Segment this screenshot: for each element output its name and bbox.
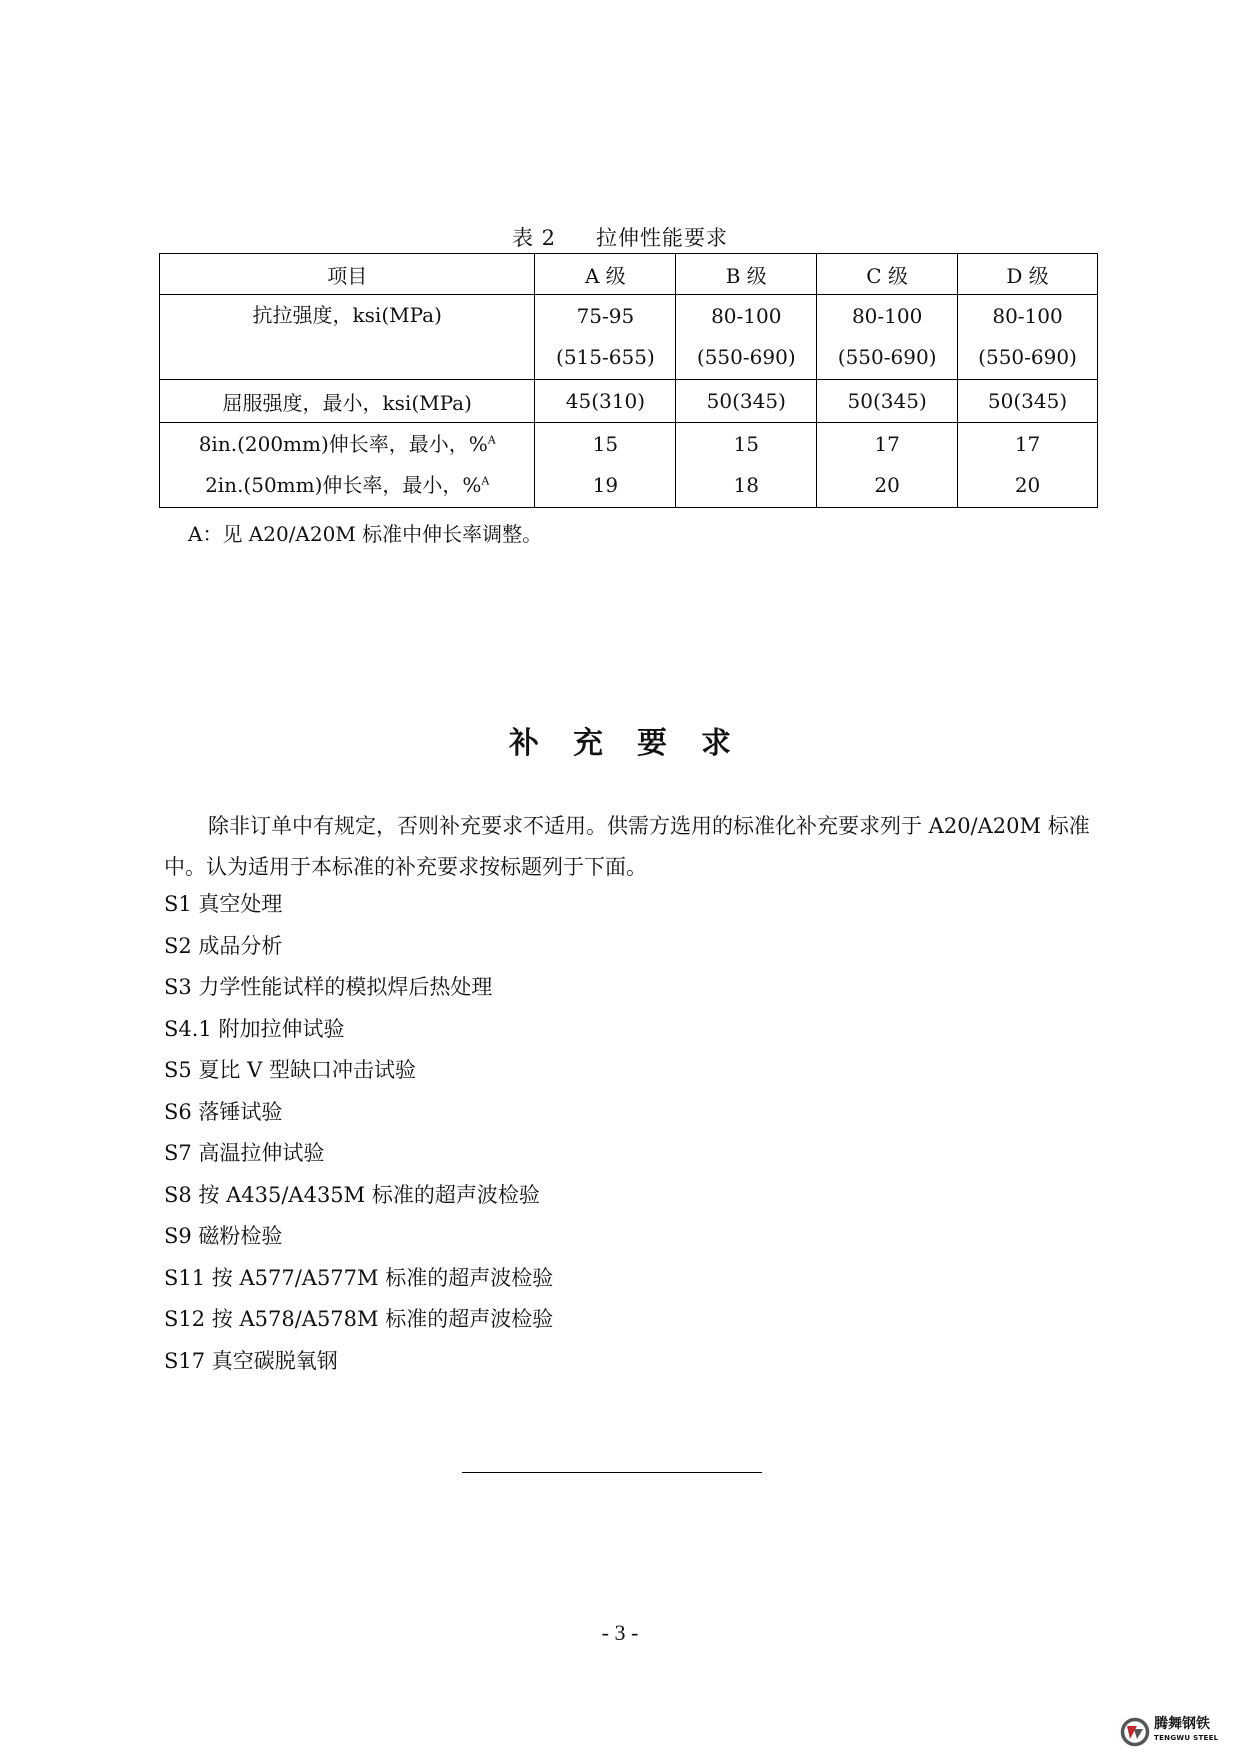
elongation-200-label: 8in.(200mm)伸长率，最小，%$^A$ (198, 432, 496, 456)
list-item: S12 按 A578/A578M 标准的超声波检验 (164, 1307, 554, 1331)
tensile-cell-d (958, 295, 1098, 380)
elongation-cell-b (676, 423, 817, 508)
section-heading: 补充要求 (509, 726, 765, 761)
table-header-row (160, 254, 1098, 295)
tensile-ksi: 80-100 (711, 304, 782, 328)
table-row-tensile-strength (160, 295, 1098, 380)
tensile-requirements-table (159, 253, 1098, 508)
yield-cell-c: 50(345) (817, 380, 958, 423)
elongation-cell-d (958, 423, 1098, 508)
elongation-50-label: 2in.(50mm)伸长率，最小，%$^A$ (205, 473, 490, 497)
list-item: S6 落锤试验 (164, 1099, 283, 1124)
yield-cell-a: 45(310) (535, 380, 676, 423)
header-item: 项目 (160, 254, 535, 295)
tensile-cell-c (817, 295, 958, 380)
header-grade-a: A 级 (535, 254, 676, 295)
table-row-yield-strength (160, 380, 1098, 423)
elongation-cell-a (535, 423, 676, 508)
list-item: S7 高温拉伸试验 (164, 1141, 325, 1165)
tensile-cell-a (535, 295, 676, 380)
elongation-50-value: 19 (592, 473, 619, 497)
tensile-ksi: 75-95 (576, 304, 635, 328)
list-item: S8 按 A435/A435M 标准的超声波检验 (164, 1182, 540, 1207)
yield-cell-b: 50(345) (676, 380, 817, 423)
elongation-50-value: 20 (874, 473, 900, 497)
tensile-label: 抗拉强度，ksi(MPa) (252, 303, 442, 327)
table-caption-number: 表 2 (511, 226, 557, 250)
supplementary-requirements-list (164, 884, 553, 1382)
table-footnote: A：见 A20/A20M 标准中伸长率调整。 (188, 522, 543, 546)
table-row-elongation (160, 423, 1098, 508)
tensile-mpa: (550-690) (978, 345, 1077, 369)
page-number: - 3 - (601, 1620, 639, 1645)
list-item: S2 成品分析 (164, 933, 283, 958)
tensile-ksi: 80-100 (992, 304, 1063, 328)
list-item: S1 真空处理 (164, 892, 283, 916)
footnote-marker: A (487, 433, 496, 447)
tensile-mpa: (550-690) (837, 345, 937, 369)
logo-name-cn: 腾舞钢铁 (1154, 1716, 1210, 1732)
list-item: S9 磁粉检验 (164, 1224, 283, 1248)
list-item: S11 按 A577/A577M 标准的超声波检验 (164, 1265, 554, 1290)
end-divider (462, 1472, 762, 1473)
list-item: S5 夏比 V 型缺口冲击试验 (164, 1058, 416, 1082)
tensile-label-cell (160, 295, 535, 380)
tensile-cell-b (676, 295, 817, 380)
elongation-200-value: 17 (1014, 432, 1041, 456)
header-grade-b: B 级 (676, 254, 817, 295)
yield-label: 屈服强度，最小，ksi(MPa) (160, 380, 535, 423)
header-grade-c: C 级 (817, 254, 958, 295)
yield-cell-d: 50(345) (958, 380, 1098, 423)
footnote-marker: A (481, 474, 490, 488)
tensile-mpa: (550-690) (696, 345, 796, 369)
elongation-50-value: 20 (1014, 473, 1041, 497)
elongation-200-value: 17 (874, 432, 900, 456)
list-item: S4.1 附加拉伸试验 (164, 1016, 345, 1041)
elongation-200-value: 15 (733, 432, 759, 456)
elongation-cell-c (817, 423, 958, 508)
elongation-200-value: 15 (592, 432, 619, 456)
header-grade-d: D 级 (958, 254, 1098, 295)
list-item: S17 真空碳脱氧钢 (164, 1348, 338, 1373)
elongation-label-cell (160, 423, 535, 508)
list-item: S3 力学性能试样的模拟焊后热处理 (164, 975, 493, 999)
tensile-ksi: 80-100 (851, 304, 923, 328)
logo-name-en: TENGWU STEEL (1154, 1734, 1219, 1742)
intro-paragraph: 除非订单中有规定，否则补充要求不适用。供需方选用的标准化补充要求列于 A20/A20M 标准中。认为适用于本标准的补充要求按标题列于下面。 (164, 814, 1090, 879)
logo-mark-icon (1120, 1717, 1150, 1747)
table-caption (0, 222, 1240, 252)
company-logo (1120, 1716, 1232, 1748)
table-caption-title: 拉伸性能要求 (596, 226, 729, 250)
tensile-mpa: (515-655) (556, 345, 655, 369)
elongation-50-value: 18 (733, 473, 759, 497)
